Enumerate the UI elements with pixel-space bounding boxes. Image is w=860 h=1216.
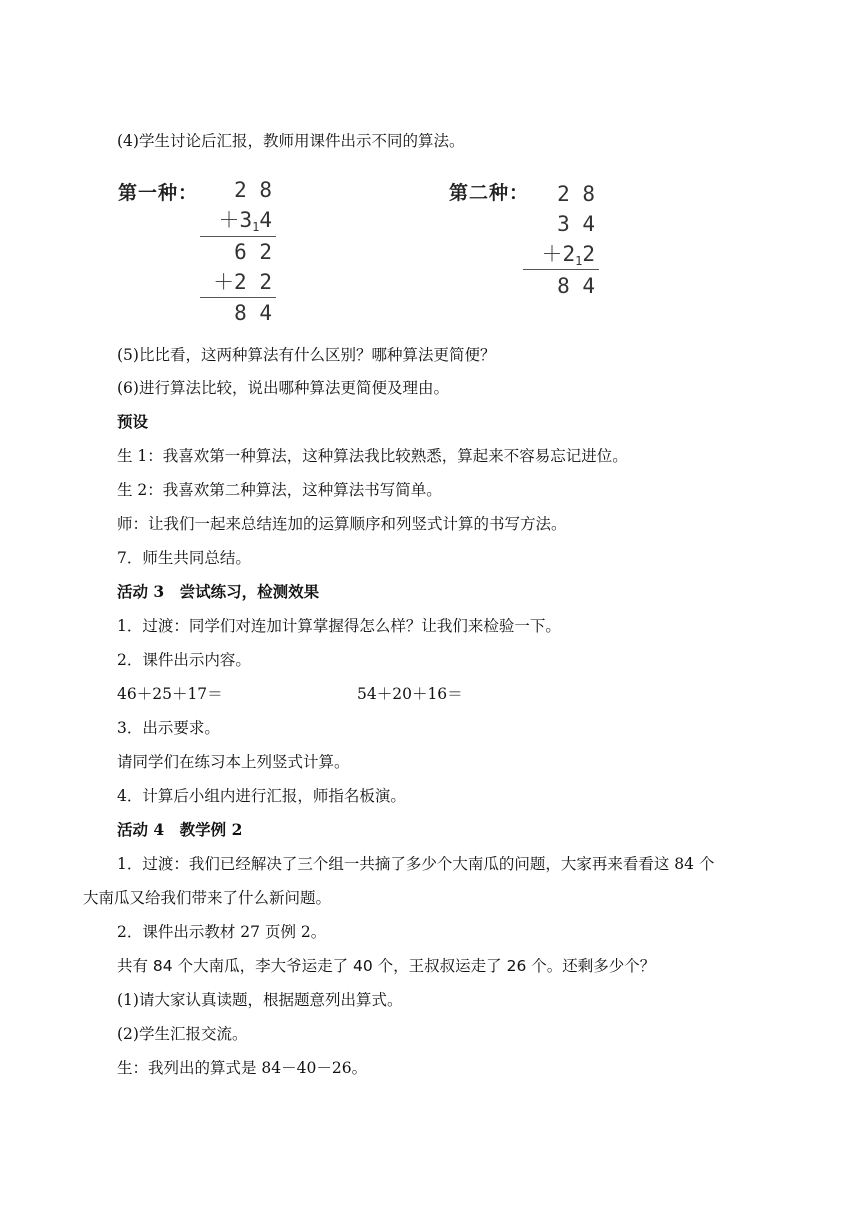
text-line: (4)学生讨论后汇报，教师用课件出示不同的算法。 (117, 132, 465, 150)
text-line: (1)请大家认真读题，根据题意列出算式。 (117, 991, 403, 1009)
expression: 54＋20＋16＝ (357, 685, 463, 703)
sum-line (523, 269, 599, 270)
section-heading: 预设 (117, 412, 149, 431)
calc-row: 6 2 (234, 240, 272, 264)
carry-digit: 1 (575, 254, 583, 268)
calc-row: 2 8 (557, 182, 595, 206)
calc-row: 3 4 (557, 212, 595, 236)
text-line: 4．计算后小组内进行汇报，师指名板演。 (117, 787, 406, 805)
text-line: (5)比比看，这两种算法有什么区别？哪种算法更简便？ (117, 346, 496, 364)
calc-row: ＋314 (218, 208, 272, 234)
calc-column (521, 172, 595, 302)
calc-column (198, 172, 272, 327)
text-line: 请同学们在练习本上列竖式计算。 (117, 753, 350, 771)
text-line: 生 2：我喜欢第二种算法，这种算法书写简单。 (117, 481, 442, 499)
text-line: 1．过渡：同学们对连加计算掌握得怎么样？让我们来检验一下。 (117, 617, 561, 635)
text-line: 7．师生共同总结。 (117, 549, 251, 567)
text-line: 生 1：我喜欢第一种算法，这种算法我比较熟悉，算起来不容易忘记进位。 (117, 447, 628, 465)
vertical-calculation-method-2 (449, 172, 609, 302)
text-line: (2)学生汇报交流。 (117, 1025, 248, 1043)
text-line: 2．课件出示教材 27 页例 2。 (117, 923, 327, 941)
calc-row: 8 4 (234, 301, 272, 325)
text-line: 生：我列出的算式是 84－40－26。 (117, 1059, 368, 1077)
calc-row: 8 4 (557, 274, 595, 298)
vertical-calculation-method-1 (118, 172, 278, 327)
calc-row: ＋2 2 (213, 270, 272, 294)
section-heading: 活动 4 教学例 2 (117, 820, 243, 839)
text-line: (6)进行算法比较，说出哪种算法更简便及理由。 (117, 379, 449, 397)
text-line: 大南瓜又给我们带来了什么新问题。 (83, 889, 332, 907)
text-line: 1．过渡：我们已经解决了三个组一共摘了多少个大南瓜的问题，大家再来看看这 84 个 (117, 855, 715, 873)
text-line: 师：让我们一起来总结连加的运算顺序和列竖式计算的书写方法。 (117, 515, 567, 533)
sum-line (200, 236, 276, 237)
calc-row: ＋212 (541, 242, 595, 268)
sum-line (200, 297, 276, 298)
method-label: 第一种： (118, 182, 199, 204)
expression: 46＋25＋17＝ (117, 685, 223, 703)
text-line: 3．出示要求。 (117, 719, 220, 737)
method-label: 第二种： (449, 182, 530, 204)
problem-text: 共有 84 个大南瓜，李大爷运走了 40 个，王叔叔运走了 26 个。还剩多少个？ (117, 957, 656, 975)
section-heading: 活动 3 尝试练习，检测效果 (117, 582, 320, 601)
calc-row: 2 8 (234, 178, 272, 202)
carry-digit: 1 (252, 220, 260, 234)
text-line: 2．课件出示内容。 (117, 651, 251, 669)
